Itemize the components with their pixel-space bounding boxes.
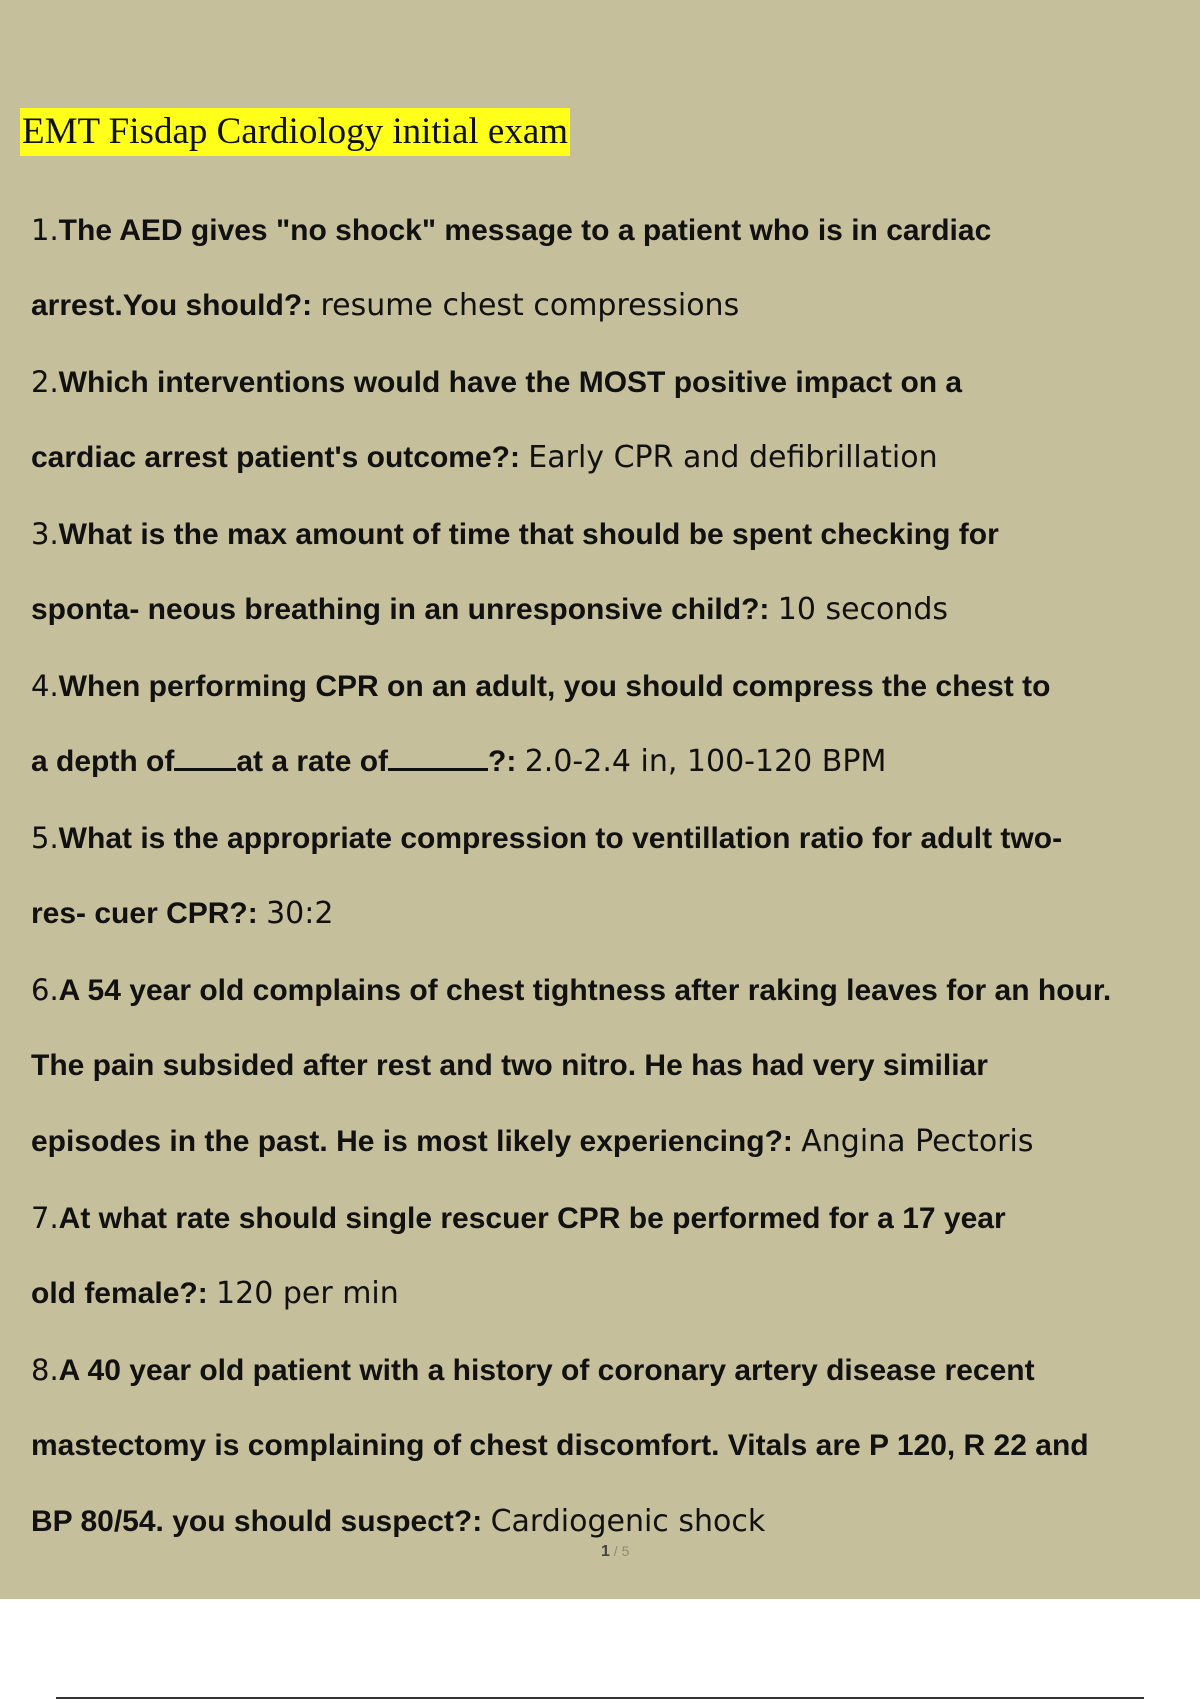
question-3-line-2	[31, 572, 1200, 648]
question-3-number: 3.	[31, 517, 59, 551]
question-6-line-2	[31, 1028, 1200, 1104]
question-6-answer: Angina Pectoris	[801, 1124, 1034, 1159]
question-6-text-end: episodes in the past. He is most likely experiencing?:	[31, 1125, 802, 1158]
page-indicator	[601, 1543, 629, 1561]
question-7-number: 7.	[31, 1201, 59, 1235]
question-2-number: 2.	[31, 365, 59, 399]
question-7-text: At what rate should single rescuer CPR be performed for a 17 year	[58, 1202, 1006, 1235]
question-5-text-cont: res- cuer CPR?:	[31, 897, 267, 930]
question-4-number: 4.	[31, 669, 59, 703]
question-4-answer: 2.0-2.4 in, 100-120 BPM	[524, 744, 887, 779]
question-1-text: The AED gives "no shock" message to a patient who is in cardiac	[58, 214, 992, 247]
question-6-line-3	[31, 1104, 1200, 1180]
question-3-line-1	[31, 496, 1200, 572]
question-2-text-cont: cardiac arrest patient's outcome?:	[31, 441, 529, 474]
next-page-top-rule	[56, 1697, 1144, 1699]
question-3-text: What is the max amount of time that should be spent checking for	[58, 518, 999, 551]
question-4-text-part-2: at a rate of	[236, 745, 389, 778]
question-8-text-cont: mastectomy is complaining of chest discomfort. Vitals are P 120, R 22 and	[31, 1429, 1089, 1462]
document-title: EMT Fisdap Cardiology initial exam	[20, 108, 570, 156]
question-7-text-cont: old female?:	[31, 1277, 217, 1310]
question-4-line-2	[31, 724, 1200, 800]
question-4-text-part-3: ?:	[488, 745, 525, 778]
question-1-number: 1.	[31, 213, 59, 247]
question-8-number: 8.	[31, 1353, 59, 1387]
current-page: 1	[601, 1543, 610, 1560]
question-1-line-2	[31, 268, 1200, 344]
question-6-number: 6.	[31, 973, 59, 1007]
question-4-text-part-1: a depth of	[31, 745, 175, 778]
question-5-text: What is the appropriate compression to ventillation ratio for adult two-	[58, 822, 1063, 855]
question-1-text-cont: arrest.You should?:	[31, 289, 321, 322]
question-1-line-1	[31, 192, 1200, 268]
question-7-line-2	[31, 1256, 1200, 1332]
question-5-number: 5.	[31, 821, 59, 855]
question-list	[31, 192, 1200, 1560]
question-2-answer: Early CPR and defibrillation	[528, 440, 938, 475]
question-5-answer: 30:2	[266, 896, 334, 931]
question-4-text: When performing CPR on an adult, you should compress the chest to	[58, 670, 1051, 703]
total-pages: 5	[621, 1543, 630, 1559]
question-8-text-end: BP 80/54. you should suspect?:	[31, 1505, 491, 1538]
depth-blank	[174, 746, 236, 771]
question-6-line-1	[31, 952, 1200, 1028]
question-2-line-2	[31, 420, 1200, 496]
page-separator: /	[609, 1543, 622, 1559]
question-8-answer: Cardiogenic shock	[490, 1504, 766, 1539]
question-2-text: Which interventions would have the MOST positive impact on a	[58, 366, 963, 399]
question-6-text: A 54 year old complains of chest tightness after raking leaves for an hour.	[58, 974, 1112, 1007]
question-1-answer: resume chest compressions	[320, 288, 740, 323]
question-6-text-cont: The pain subsided after rest and two nitro. He has had very similiar	[31, 1049, 988, 1082]
question-8-line-1	[31, 1332, 1200, 1408]
question-7-line-1	[31, 1180, 1200, 1256]
rate-blank	[388, 746, 488, 771]
question-3-text-cont: sponta- neous breathing in an unresponsive child?:	[31, 593, 778, 626]
question-5-line-1	[31, 800, 1200, 876]
question-3-answer: 10 seconds	[777, 592, 949, 627]
question-7-answer: 120 per min	[216, 1276, 399, 1311]
question-8-text: A 40 year old patient with a history of coronary artery disease recent	[58, 1354, 1035, 1387]
question-5-line-2	[31, 876, 1200, 952]
question-4-line-1	[31, 648, 1200, 724]
question-2-line-1	[31, 344, 1200, 420]
question-8-line-2	[31, 1408, 1200, 1484]
